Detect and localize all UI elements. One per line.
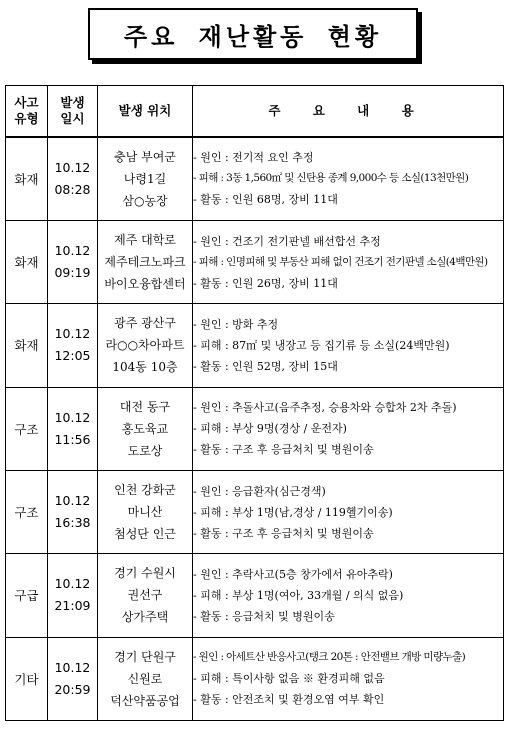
incident-datetime — [48, 387, 98, 470]
incident-datetime — [48, 220, 98, 303]
incident-location — [98, 554, 193, 637]
incident-location — [98, 387, 193, 470]
detail-cause: - 원인 : 응급환자(심근경색) — [193, 484, 326, 498]
incident-type: 화재 — [6, 304, 48, 387]
detail-damage: - 피해 : 부상 1명(남,경상 / 119헬기이송) — [193, 505, 393, 519]
incident-details — [193, 387, 504, 470]
incident-time: 20:59 — [54, 681, 91, 697]
incident-date: 10.12 — [54, 159, 91, 175]
incident-date: 10.12 — [54, 326, 91, 342]
incident-date: 10.12 — [54, 576, 91, 592]
location-line: 덕산약품공업 — [110, 693, 180, 708]
table-row — [6, 304, 504, 387]
location-line: 라○○차아파트 — [105, 338, 185, 353]
incident-details — [193, 220, 504, 303]
detail-cause: - 원인 : 방화 추정 — [193, 317, 279, 331]
incident-details — [193, 637, 504, 720]
location-line: 경기 단원구 — [114, 649, 176, 664]
header-content: 주 요 내 용 — [193, 86, 504, 138]
page-title: 주요 재난활동 현황 — [123, 22, 383, 51]
title-box — [88, 8, 418, 60]
table-row — [6, 220, 504, 303]
detail-damage: - 피해 : 부상 1명(여아, 33개월 / 의식 없음) — [193, 588, 404, 602]
incident-type: 화재 — [6, 137, 48, 220]
location-line: 홍도육교 — [121, 421, 169, 436]
incident-type: 화재 — [6, 220, 48, 303]
incident-date: 10.12 — [54, 243, 91, 259]
location-line: 권선구 — [127, 588, 163, 603]
incident-time: 09:19 — [54, 265, 91, 281]
table-row — [6, 637, 504, 720]
incident-location — [98, 137, 193, 220]
detail-cause: - 원인 : 전기적 요인 추정 — [193, 151, 314, 165]
incident-location — [98, 220, 193, 303]
location-line: 상가주택 — [121, 610, 169, 625]
incident-type: 구급 — [6, 554, 48, 637]
incident-datetime — [48, 137, 98, 220]
detail-damage: - 피해 : 특이사항 없음 ※ 환경피해 없음 — [193, 672, 385, 686]
table-row — [6, 137, 504, 220]
detail-activity: - 활동 : 인원 68명, 장비 11대 — [193, 193, 338, 207]
incident-details — [193, 304, 504, 387]
detail-cause: - 원인 : 아세트산 반응사고(탱크 20톤 : 안전밸브 개방 미량누출) — [193, 651, 466, 664]
location-line: 나령1길 — [123, 171, 167, 186]
incident-datetime — [48, 554, 98, 637]
location-line: 대전 동구 — [119, 399, 171, 414]
table-row — [6, 554, 504, 637]
incident-details — [193, 470, 504, 553]
table-row — [6, 470, 504, 553]
detail-activity: - 활동 : 인원 26명, 장비 11대 — [193, 276, 338, 290]
incident-location — [98, 637, 193, 720]
header-type: 사고 유형 — [6, 86, 48, 138]
incident-time: 12:05 — [54, 348, 91, 364]
location-line: 신원로 — [127, 671, 163, 686]
incident-type: 기타 — [6, 637, 48, 720]
detail-damage: - 피해 : 87㎡ 및 냉장고 등 집기류 등 소실(24백만원) — [193, 338, 450, 352]
incident-location — [98, 304, 193, 387]
incident-time: 08:28 — [54, 181, 91, 197]
incident-time: 16:38 — [54, 515, 91, 531]
incident-type: 구조 — [6, 387, 48, 470]
detail-activity: - 활동 : 구조 후 응급처치 및 병원이송 — [193, 443, 374, 457]
incident-details — [193, 137, 504, 220]
detail-cause: - 원인 : 추돌사고(음주추정, 승용차와 승합차 2차 추돌) — [193, 401, 457, 415]
location-line: 광주 광산구 — [114, 316, 176, 331]
incident-details — [193, 554, 504, 637]
detail-cause: - 원인 : 건조기 전기판넬 배선합선 추정 — [193, 234, 381, 248]
location-line: 삼○농장 — [122, 193, 168, 208]
incident-date: 10.12 — [54, 409, 91, 425]
detail-activity: - 활동 : 구조 후 응급처치 및 병원이송 — [193, 526, 374, 540]
detail-damage: - 피해 : 3동 1,560㎡ 및 신탄용 종계 9,000수 등 소실(13천만원) — [193, 172, 469, 185]
location-line: 도로상 — [127, 443, 163, 458]
location-line: 마니산 — [127, 505, 163, 520]
table-row — [6, 387, 504, 470]
location-line: 충남 부여군 — [114, 149, 176, 164]
detail-activity: - 활동 : 인원 52명, 장비 15대 — [193, 359, 338, 373]
location-line: 첨성단 인근 — [114, 527, 176, 542]
location-line: 경기 수원시 — [114, 566, 176, 581]
incident-time: 11:56 — [54, 431, 91, 447]
detail-activity: - 활동 : 응급처치 및 병원이송 — [193, 609, 335, 623]
location-line: 바이오융합센터 — [104, 277, 186, 292]
detail-damage: - 피해 : 인명피해 및 부동산 피해 없이 건조기 전기판넬 소실(4백만원) — [193, 255, 488, 268]
incident-datetime — [48, 637, 98, 720]
disaster-report-table — [5, 85, 504, 721]
incident-time: 21:09 — [54, 598, 91, 614]
incident-datetime — [48, 304, 98, 387]
location-line: 인천 강화군 — [114, 483, 176, 498]
location-line: 제주테크노파크 — [104, 255, 186, 270]
detail-activity: - 활동 : 안전조치 및 환경오염 여부 확인 — [193, 693, 385, 707]
header-date: 발생 일시 — [48, 86, 98, 138]
incident-type: 구조 — [6, 470, 48, 553]
incident-location — [98, 470, 193, 553]
location-line: 제주 대학로 — [114, 233, 176, 248]
incident-datetime — [48, 470, 98, 553]
location-line: 104동 10층 — [112, 360, 178, 375]
header-location: 발생 위치 — [98, 86, 193, 138]
incident-date: 10.12 — [54, 659, 91, 675]
table-header-row — [6, 86, 504, 138]
detail-damage: - 피해 : 부상 9명(경상 / 운전자) — [193, 422, 347, 436]
detail-cause: - 원인 : 추락사고(5층 창가에서 유아추락) — [193, 567, 393, 581]
incident-date: 10.12 — [54, 493, 91, 509]
